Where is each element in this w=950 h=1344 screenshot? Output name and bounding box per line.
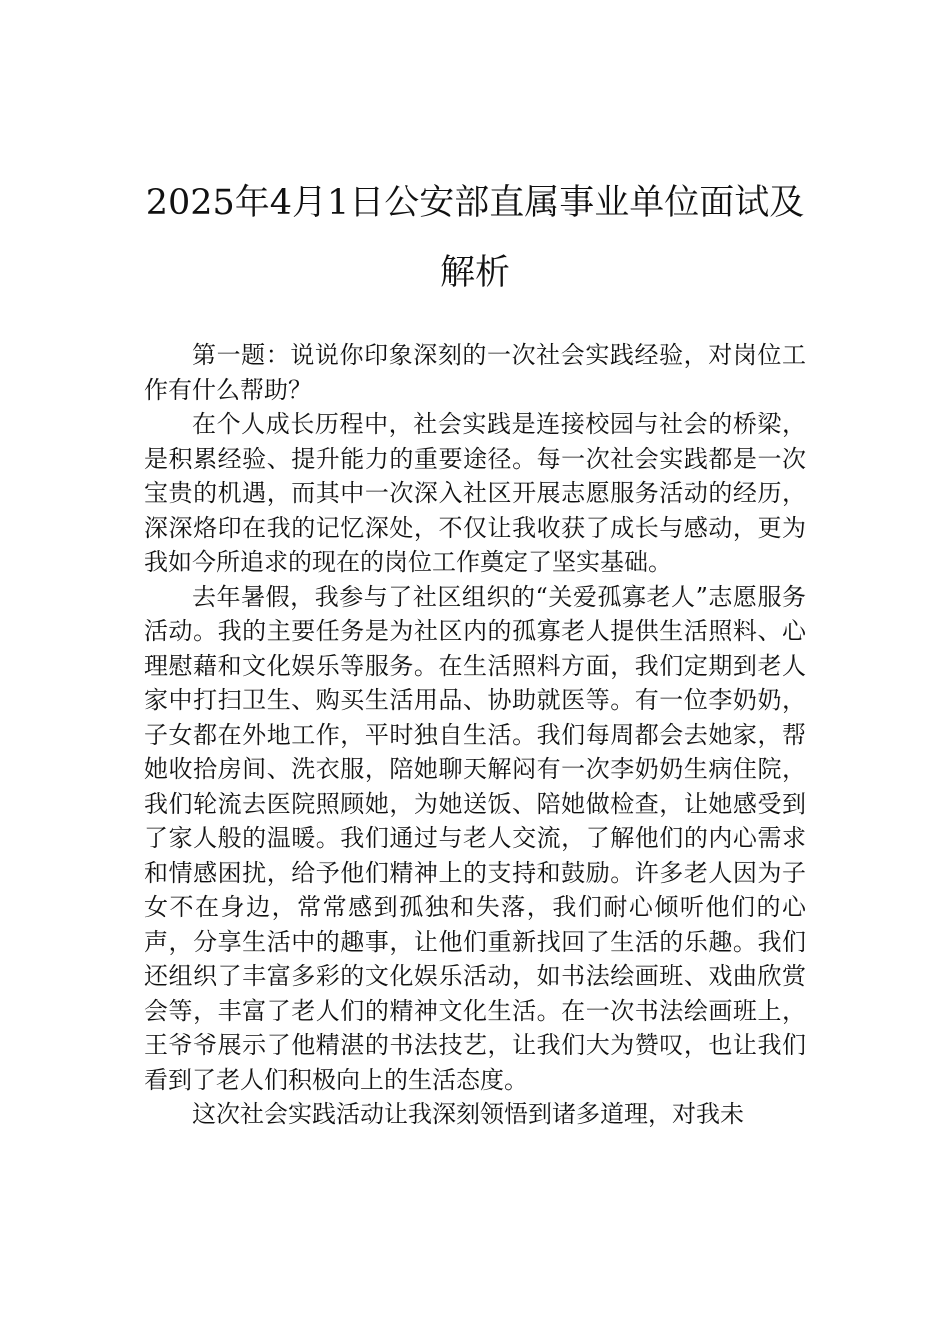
paragraph-experience: 去年暑假，我参与了社区组织的“关爱孤寡老人”志愿服务活动。我的主要任务是为社区内的孤寡老人提供生活照料、心理慰藉和文化娱乐等服务。在生活照料方面，我们定期到老人家中打扫卫生、购买生活用品、协助就医等。有一位李奶奶，子女都在外地工作，平时独自生活。我们每周都会去她家，帮她收拾房间、洗衣服，陪她聊天解闷有一次李奶奶生病住院，我们轮流去医院照顾她，为她送饭、陪她做检查，让她感受到了家人般的温暖。我们通过与老人交流，了解他们的内心需求和情感困扰，给予他们精神上的支持和鼓励。许多老人因为子女不在身边，常常感到孤独和失落，我们耐心倾听他们的心声，分享生活中的趣事，让他们重新找回了生活的乐趣。我们还组织了丰富多彩的文化娱乐活动，如书法绘画班、戏曲欣赏会等，丰富了老人们的精神文化生活。在一次书法绘画班上，王爷爷展示了他精湛的书法技艺，让我们大为赞叹，也让我们看到了老人们积极向上的生活态度。 xyxy=(144,582,806,1094)
document-title: 2025年4月1日公安部直属事业单位面试及解析 xyxy=(145,183,805,293)
paragraph-question-1: 第一题：说说你印象深刻的一次社会实践经验，对岗位工作有什么帮助？ xyxy=(144,341,806,404)
paragraph-intro: 在个人成长历程中，社会实践是连接校园与社会的桥梁，是积累经验、提升能力的重要途径。每一次社会实践都是一次宝贵的机遇，而其中一次深入社区开展志愿服务活动的经历，深深烙印在我的记忆深处，不仅让我收获了成长与感动，更为我如今所追求的现在的岗位工作奠定了坚实基础。 xyxy=(144,410,806,576)
document-body xyxy=(144,338,806,1132)
paragraph-reflection: 这次社会实践活动让我深刻领悟到诸多道理，对我未 xyxy=(192,1100,744,1128)
